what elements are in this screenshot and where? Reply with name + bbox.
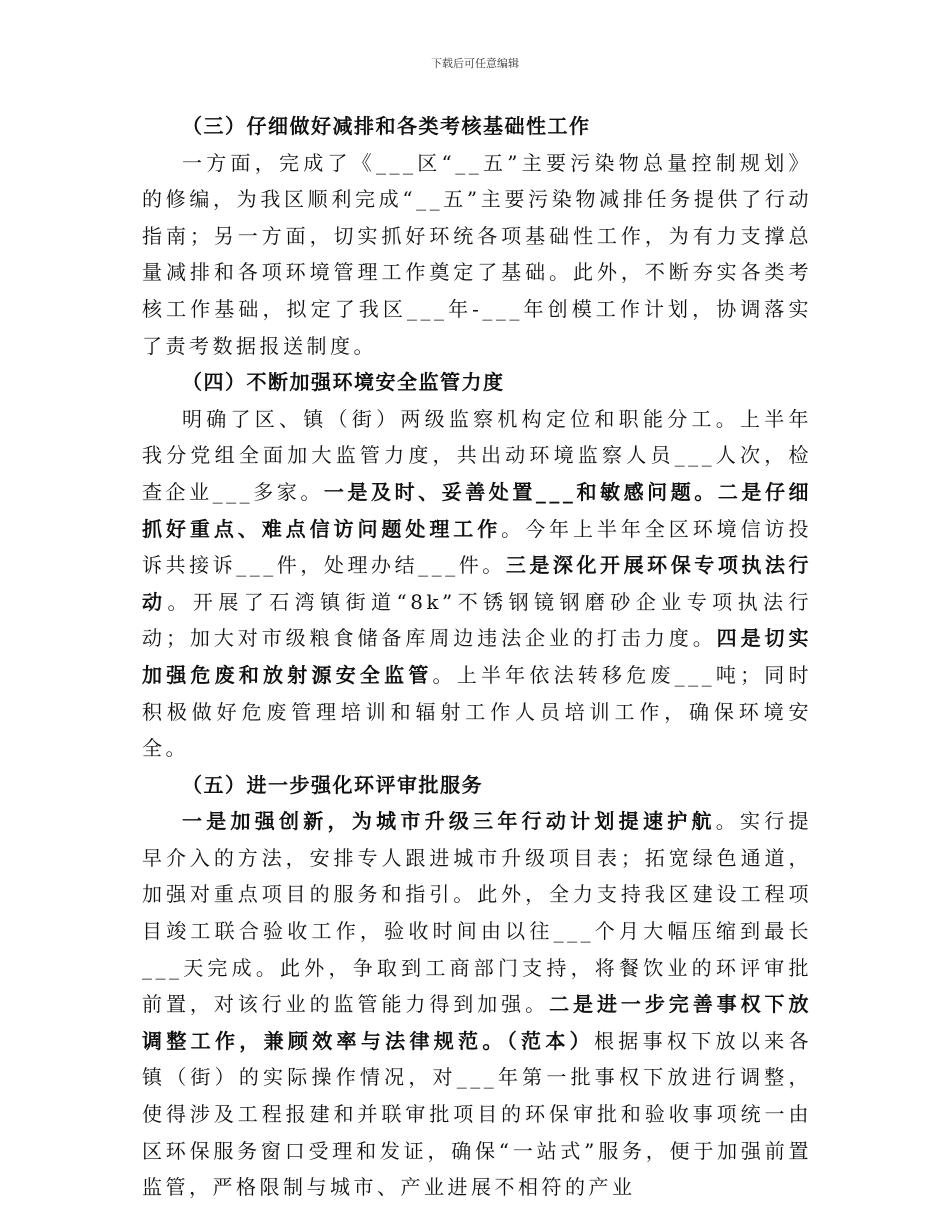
document-body: [142, 108, 812, 1206]
section-5-paragraph: [142, 803, 812, 1206]
section-5-text-1: 。实行提早介入的方法，安排专人跟进城市升级项目表；拓宽绿色通道，加强对重点项目的服务和指引。此外，全力支持我区建设工程项目竣工联合验收工作，验收时间由以往___个月大幅压缩到最长___天完成。此外，争取到工商部门支持，将餐饮业的环评审批前置，对该行业的监管能力得到加强。: [142, 809, 813, 1017]
section-4-text-1: 明确了区、镇（街）两级监察机构定位和职能分工。上半年我分党组全面加大监管力度，共出动环境监察人员___人次，检查企业___多家。: [142, 406, 812, 504]
section-heading-4: （四）不断加强环境安全监管力度: [182, 370, 505, 395]
section-4-paragraph: [142, 401, 812, 767]
section-3-paragraph: 一方面，完成了《___区“__五”主要污染物总量控制规划》的修编，为我区顺利完成“__五”主要污染物减排任务提供了行动指南；另一方面，切实抓好环统各项基础性工作，为有力支撑总量减排和各项环境管理工作奠定了基础。此外，不断夯实各类考核工作基础，拟定了我区___年-___年创模工作计划，协调落实了责考数据报送制度。: [142, 150, 812, 358]
section-4-text-2: 。今年上半年全区环境信访投诉共接诉___件，处理办结___件。: [142, 516, 813, 578]
section-4-text-4: 。上半年依法转移危废___吨；同时积极做好危废管理培训和辐射工作人员培训工作，确保环境安全。: [142, 662, 813, 761]
section-5-bold-1: 一是加强创新，为城市升级三年行动计划提速护航: [182, 809, 716, 834]
section-5-bold-2: 二是进一步完善事权下放调整工作，兼顾效率与法律规范。（范本）: [142, 992, 813, 1053]
section-heading-3: （三）仔细做好减排和各类考核基础性工作: [182, 114, 591, 138]
section-4-bold-1: 一是及时、妥善处置___和敏感问题。二是仔细抓好重点、难点信访问题处理工作: [142, 479, 813, 541]
section-4-bold-2: 三是深化开展环保专项执法行动: [142, 553, 813, 614]
section-5-text-2: 根据事权下放以来各镇（街）的实际操作情况，对___年第一批事权下放进行调整，使得涉及工程报建和并联审批项目的环保审批和验收事项统一由区环保服务窗口受理和发证，确保“一站式”服务，便于加强前置监管，严格限制与城市、产业进展不相符的产业: [142, 1028, 813, 1200]
section-heading-5: （五）进一步强化环评审批服务: [182, 772, 483, 797]
section-4-bold-3: 四是切实加强危废和放射源安全监管: [142, 626, 813, 687]
section-4-text-3: 。开展了石湾镇街道“8k”不锈钢镜钢磨砂企业专项执法行动；加大对市级粮食储备库周边违法企业的打击力度。: [142, 589, 813, 651]
page-header-note: 下载后可任意编辑: [431, 57, 519, 70]
